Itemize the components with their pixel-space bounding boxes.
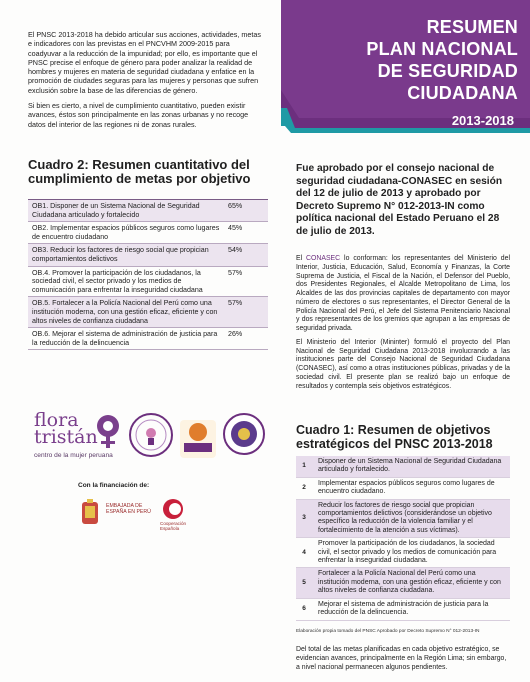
goal-percent: 54%	[228, 246, 243, 255]
flora-tristan-logo	[34, 409, 124, 464]
partner-seal-2-icon	[222, 412, 266, 456]
mininter-paragraph: El Ministerio del Interior (Mininter) formuló el proyecto del Plan Nacional de Seguridad Ciudadana 2013-2018 involucrando a las instituciones parte del Consejo Nacional de Seguridad Ciudadana (CONASEC), así como a otras instituciones públicas, privadas y de la sociedad civil. El presente plan se realizó bajo un enfoque de resultados y contempla seis objetivos estratégicos.	[296, 338, 510, 390]
table-row	[28, 328, 268, 350]
intro-paragraph-2: Si bien es cierto, a nivel de cumplimiento cuantitativo, pueden existir avances, éstos son principalmente en las zonas urbanas y no recoge datos del interior de las regiones ni de zonas rurales.	[28, 101, 249, 129]
title-line: RESUMEN	[426, 17, 518, 37]
goal-text: OB3. Reducir los factores de riesgo social que propician comportamientos delictivos	[32, 246, 209, 263]
spain-coat-of-arms-icon	[78, 498, 102, 530]
title-years: 2013-2018	[451, 113, 514, 128]
conasec-paragraph	[296, 255, 510, 334]
partner-cmis-logo-icon	[178, 418, 218, 460]
table1-source: Elaboración propia tomado del PNSC Aprobado por Decreto Supremo N° 012-2013-IN	[296, 629, 480, 634]
table2-title: Cuadro 2: Resumen cuantitativo del cumplimiento de metas por objetivo	[28, 157, 251, 186]
objective-text: Promover la participación de los ciudadanos, la sociedad civil, el sector privado y los medios de comunicación para enfrentar la inseguridad ciudadana.	[318, 540, 497, 565]
table-row	[28, 244, 268, 266]
right-body-text	[296, 255, 510, 396]
objective-number: 4	[302, 548, 306, 556]
flora-mark-icon	[96, 414, 120, 450]
table-row	[28, 267, 268, 298]
intro-text	[28, 30, 264, 135]
title-line: PLAN NACIONAL	[366, 39, 518, 59]
partner-seal-1-icon	[128, 412, 174, 458]
intro-paragraph-1: El PNSC 2013-2018 ha debido articular sus acciones, actividades, metas e indicadores con las previstas en el PNCVHM 2009-2015 para coadyuvar a la reducción de la impunidad; por ello, es importante que el PNSC precise el enfoque de género para poder analizar la realidad de hombres y mujeres en materia de seguridad ciudadana y enfatice en la promoción de ciudades seguras para las mujeres y personas que sufren exclusión sobre la base de las diferencias de género.	[28, 30, 261, 95]
table-row	[28, 297, 268, 328]
goal-text: OB1. Disponer de un Sistema Nacional de Seguridad Ciudadana articulado y fortalecido	[32, 202, 200, 219]
table-row	[296, 478, 510, 500]
cooperacion-text: Cooperación Española	[160, 521, 187, 532]
objectives-table	[296, 456, 510, 621]
goal-percent: 57%	[228, 268, 243, 277]
table-row	[28, 222, 268, 244]
goal-percent: 45%	[228, 224, 243, 233]
goal-text: OB.5. Fortalecer a la Policía Nacional del Perú como una institución moderna, con una gestión eficaz, eficiente y con altos niveles de confianza ciudadana	[32, 299, 218, 325]
title-line: DE SEGURIDAD	[377, 61, 518, 81]
flora-logo-text	[34, 409, 98, 448]
cooperacion-espanola-icon	[162, 498, 184, 520]
objective-number: 3	[302, 514, 306, 522]
objective-number: 5	[302, 578, 306, 586]
objective-number: 2	[302, 484, 306, 492]
table-row	[296, 500, 510, 539]
funding-label: Con la financiación de:	[78, 482, 150, 489]
goal-text: OB2. Implementar espacios públicos seguros como lugares de encuentro ciudadano	[32, 224, 220, 241]
title-banner	[281, 0, 530, 140]
objective-text: Mejorar el sistema de administración de justicia para la reducción de la delincuencia.	[318, 600, 489, 617]
goal-percent: 57%	[228, 299, 243, 308]
goals-table	[28, 199, 268, 350]
flora-logo-line: flora	[34, 409, 79, 431]
conasec-highlight: CONASEC	[306, 255, 341, 262]
goal-percent: 26%	[228, 330, 243, 339]
table1-title: Cuadro 1: Resumen de objetivos estratégicos del PNSC 2013-2018	[296, 423, 493, 451]
table-row	[296, 599, 510, 621]
title-line: CIUDADANA	[407, 83, 518, 103]
objective-text: Reducir los factores de riesgo social que propician comportamientos delictivos (considerándose un objetivo específico la reducción de la violencia familiar y el fortalecimiento de la atención a sus víctimas).	[318, 501, 492, 534]
objective-text: Disponer de un Sistema Nacional de Seguridad Ciudadana articulado y fortalecido.	[318, 458, 502, 474]
flora-logo-line: tristán	[34, 426, 98, 448]
goal-text: OB.6. Mejorar el sistema de administración de justicia para la reducción de la delincuencia	[32, 330, 218, 347]
table-row	[296, 568, 510, 598]
conasec-post: lo conforman: los representantes del Ministerio del Interior, Justicia, Educación, Salud, Economía y Finanzas, la Corte Suprema de Justicia, el Fiscal de la Nación, el Defensor del Pueblo, dos Presidentes Regionales, el Alcalde Metropolitano de Lima, los Alcaldes de las dos provincias capitales de departamento con mayor número de electores o sus representantes, el Director General de la Policía Nacional del Perú, el Jefe del Sistema Penitenciario Nacional y dos representantes de los gremios que agrupan a las empresas de seguridad privada.	[296, 255, 510, 332]
table-row	[296, 456, 510, 478]
table-row	[296, 538, 510, 568]
goal-text: OB.4. Promover la participación de los ciudadanos, la sociedad civil, el sector privado y los medios de comunicación para enfrentar la inseguridad ciudadana	[32, 268, 203, 294]
goal-percent: 65%	[228, 202, 243, 210]
spain-embassy-text: EMBAJADA DE ESPAÑA EN PERÚ	[106, 503, 151, 516]
lead-statement: Fue aprobado por el consejo nacional de seguridad ciudadana-CONASEC en sesión del 12 de julio de 2013 y aprobado por Decreto Supremo N° 012-2013-IN como política nacional del Estado Peruano el 28 de julio de 2013.	[296, 163, 503, 237]
objective-number: 6	[302, 604, 306, 612]
flora-subtitle: centro de la mujer peruana	[34, 452, 113, 459]
objective-number: 1	[302, 462, 306, 470]
objective-text: Fortalecer a la Policía Nacional del Perú como una institución moderna, con una gestión eficaz, eficiente y con altos niveles de confianza ciudadana.	[318, 570, 501, 595]
table-row	[28, 200, 268, 222]
closing-paragraph: Del total de las metas planificadas en cada objetivo estratégico, se evidencian avances, principalmente en la Región Lima; sin embargo, a nivel nacional permanecen algunos pendientes.	[296, 646, 507, 671]
page-title	[366, 16, 518, 104]
objective-text: Implementar espacios públicos seguros como lugares de encuentro ciudadano.	[318, 479, 495, 496]
conasec-pre: El	[296, 255, 307, 262]
